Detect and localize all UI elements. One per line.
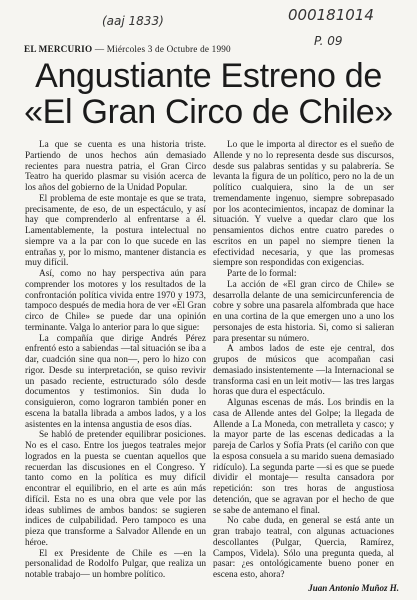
paragraph: A ambos lados de este eje central, dos grupos de músicos que acompañan casi demasiado insistentemente —la Internacional se transforma casi en un leit motiv— las tres largas horas que dura el espectáculo. [213, 344, 394, 398]
paragraph: Así, como no hay perspectiva aún para comprender los motores y los resultados de la confrontación política vivida entre 1970 y 1973, tampoco después de media hora de ver «El Gran circo de Chile» se puede dar una opinión terminante. Valga lo anterior para lo que sigue: [25, 269, 206, 333]
headline-line-2: «El Gran Circo de Chile» [24, 93, 393, 131]
paragraph: La acción de «El gran circo de Chile» se desarrolla delante de una semicircunferencia de cobre y sobre una pasarela alfombrada que hace en una cortina de la que emergen uno a uno los personajes de esta historia. Si, como si salieran para presentar su número. [213, 279, 394, 344]
handwritten-reference-number: (aaj 1833) [102, 14, 164, 28]
paragraph: El ex Presidente de Chile es —en la personalidad de Rodolfo Pulgar, que realiza un notable trabajo— un hombre político. [25, 548, 206, 580]
publication-date: — Miércoles 3 de Octubre de 1990 [94, 44, 231, 54]
paragraph: No cabe duda, en general se está ante un gran trabajo teatral, con algunas actuaciones descollantes (Pulgar, Quercia, Ramírez, Campos, Videla). Sólo una pregunta queda, al pasar: ¿es ontológicamente bueno poner en escena esto, ahora? [213, 516, 394, 580]
newspaper-name: EL MERCURIO [24, 44, 93, 54]
handwritten-page-number: P. 09 [314, 34, 343, 48]
author-byline: Juan Antonio Muñoz H. [308, 583, 399, 593]
headline-line-1: Angustiante Estreno de [35, 57, 382, 95]
paragraph: La compañía que dirige Andrés Pérez enfrentó esto a sabiendas —tal situación se iba a dar, cuadción sine qua non—, pero lo hizo con rigor. Desde su interpretación, se quiso revivir un pasado reciente, estructurado sólo desde documentos y testimonios. Sin duda lo consiguieron, como lograron también poner en escena la batalla librada a ambos lados, y a los asistentes en la intensa angustia de esos días. [25, 333, 206, 430]
article-column-left [25, 140, 206, 581]
article-column-right [213, 140, 394, 581]
paragraph: Lo que le importa al director es el sueño de Allende y no lo representa desde sus discursos, desde sus palabras sentidas y su palabrería. Se levanta la figura de un político, pero no la de un político cualquiera, sino la de un ser tremendamente ingenuo, siempre sobrepasado por los acontecimientos, incapaz de dominar la situación. Y vuelve a quedar claro que los pensamientos dichos entre cuatro paredes o escritos en un papel no siempre tienen la efectividad necesaria, y que las promesas siempre son respondidas con exigencias. [213, 140, 394, 269]
handwritten-archive-number: 000181014 [288, 6, 374, 24]
masthead [24, 44, 231, 54]
paragraph: Algunas escenas de más. Los brindis en la casa de Allende antes del Golpe; la llegada de Allende a La Moneda, con metralleta y casco; y la mayor parte de las escenas dedicadas a la pareja de Carlos y Sofía Prats (el cariño con que la esposa consuela a su marido suena demasiado ridículo). La segunda parte —si es que se puede dividir el montaje— resulta cansadora por repetición: son tres horas de angustiosa detención, que se agravan por el hecho de que se sabe de antemano el final. [213, 398, 394, 516]
paragraph: El problema de este montaje es que se trata, precisamente, de eso, de un espectáculo, y así hay que comprenderlo al enfrentarse a él. Lamentablemente, la postura intelectual no siempre va a la par con lo que sucede en las entrañas y, por lo mismo, mantener distancia es muy difícil. [25, 193, 206, 269]
paragraph: Se habló de pretender equilibrar posiciones. No es el caso. Entre los juegos teatrales mejor logrados en la puesta se cuentan aquellos que recuerdan las discusiones en el Congreso. Y tanto como en la política es muy difícil encontrar el equilibrio, en el arte es aún más difícil. Esta no es una obra que vele por las ideas sublimes de ambos bandos: se sugieren indices de culpabilidad. Pero tampoco es una pieza que transforme a Salvador Allende en un héroe. [25, 430, 206, 548]
section-heading: Parte de lo formal: [227, 269, 297, 279]
paragraph: La que se cuenta es una historia triste. Partiendo de unos hechos aún demasiado recientes para nuestra patria, el Gran Circo Teatro ha querido plasmar su visión acerca de los años del gobierno de la Unidad Popular. [25, 140, 206, 193]
article-headline [0, 58, 417, 130]
